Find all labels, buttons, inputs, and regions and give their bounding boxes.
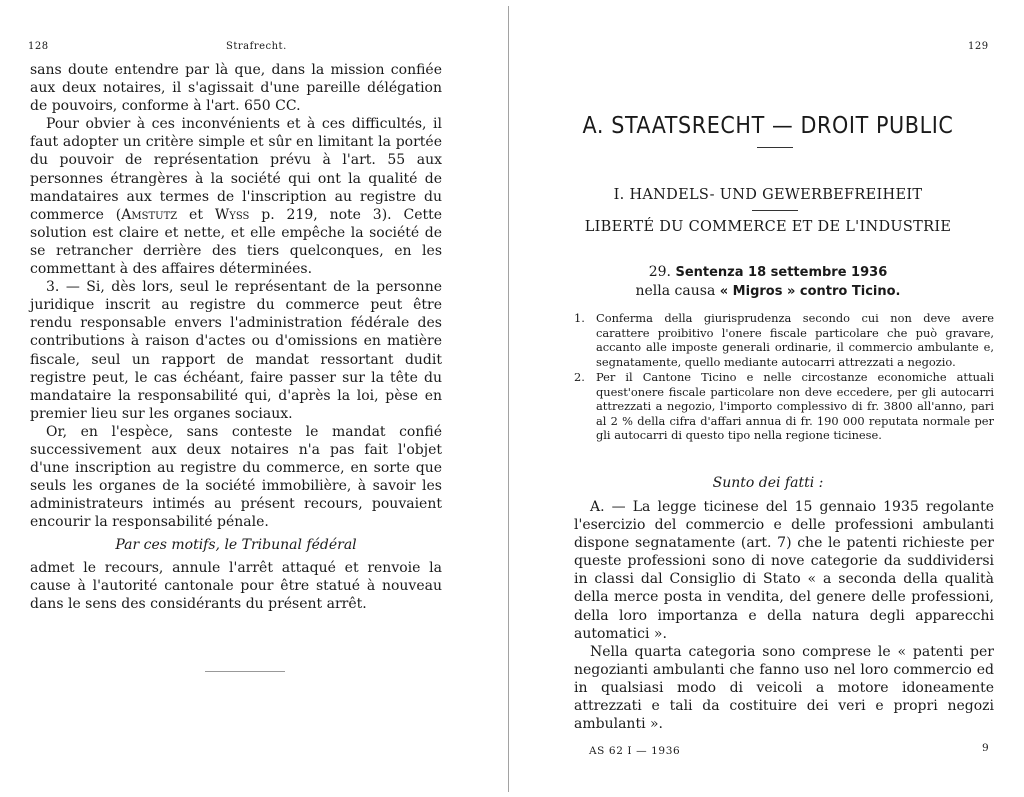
left-page [0, 0, 500, 797]
paragraph-facts-b: Nella quarta categoria sono comprese le « patenti per negozianti ambulanti che fanno uso nel loro commercio ed in qualsiasi modo di veicoli a motore idoneamente attrezzati e tali da costituire dei veri e propri negozi ambulanti ». [574, 643, 994, 733]
headnote: 1. Conferma della giurisprudenza secondo cui non deve avere carattere proibitivo l'onere fiscale particolare che può gravare, accanto alle imposte generali ordinarie, il commercio ambulante e, segnatamente, quello mediante autocarri attrezzati a negozio. [574, 311, 994, 369]
case-date: Sentenza 18 settembre 1936 [675, 265, 888, 280]
headnotes [574, 311, 994, 444]
book-gutter [508, 6, 509, 792]
left-body [30, 61, 442, 613]
case-parties: nella causa « Migros » contro Ticino. [635, 283, 901, 299]
dispositif: admet le recours, annule l'arrêt attaqué et renvoie la cause à l'autorité cantonale pour être statué à nouveau dans le sens des considérants du présent arrêt. [30, 559, 442, 612]
paragraph-1: sans doute entendre par là que, dans la mission confiée aux deux notaires, il s'agissait d'une pareille délégation de pouvoirs, conforme à l'art. 650 CC. [30, 62, 442, 115]
case-parties-names: « Migros » contro Ticino. [719, 284, 901, 299]
case-number: 29. [648, 264, 671, 280]
end-rule [205, 671, 285, 672]
paragraph-3: 3. — Si, dès lors, seul le représentant de la personne juridique inscrit au registre du commerce peut être rendu responsable envers l'administration fédérale des contributions à raison d'actes ou d'omissions en matière fiscale, seul un rapport de mandat ressortant dudit registre peut, le cas échéant, faire passer sur la tête du mandataire la responsabilité qui, d'après la loi, pèse en premier lieu sur les organes sociaux. [30, 279, 442, 422]
headnote: 2. Per il Cantone Ticino e nelle circostanze economiche attuali quest'onere fiscale particolare non deve eccedere, per gli autocarri attrezzati a negozio, l'importo complessivo di fr. 3800 all'anno, pari al 2 % della cifra d'affari annua di fr. 190 000 reputata normale per gli autocarri di questo tipo nella regione ticinese. [574, 370, 994, 442]
page-number-right: 129 [968, 41, 989, 52]
right-body [574, 498, 994, 733]
subsection-rule [752, 210, 798, 211]
facts-heading: Sunto dei fatti : [712, 475, 824, 491]
paragraph-4: Or, en l'espèce, sans conteste le mandat confié successivement aux deux notaires n'a pas fait l'objet d'une inscription au registre du commerce, en sorte que seuls les organes de la société immobilière, à savoir les administrateurs intimés au présent recours, pouvaient encourir la responsabilité pénale. [30, 423, 442, 531]
section-title: A. STAATSRECHT — DROIT PUBLIC [582, 113, 954, 139]
footer-reference: AS 62 I — 1936 [589, 745, 681, 757]
signature-mark: 9 [982, 742, 989, 754]
motifs-heading: Par ces motifs, le Tribunal fédéral [115, 537, 357, 554]
right-page [512, 0, 1024, 797]
paragraph-facts-a: A. — La legge ticinese del 15 gennaio 1935 regolante l'esercizio del commercio e delle professioni ambulanti dispone segnatamente (art. 7) che le patenti richieste per queste professioni sono di nove categorie da suddividersi in classi dal Consiglio di Stato « a seconda della qualità della merce posta in vendita, del genere delle professioni, della loro importanza e della natura degli apparecchi automatici ». [574, 499, 994, 642]
subsection-german: I. HANDELS- UND GEWERBEFREIHEIT [613, 187, 923, 203]
subsection-french: LIBERTÉ DU COMMERCE ET DE L'INDUSTRIE [584, 219, 952, 235]
author-amstutz: Amstutz [121, 206, 178, 223]
author-wyss: Wyss [214, 206, 250, 223]
running-head: Strafrecht. [226, 41, 287, 52]
title-ornament [757, 147, 793, 148]
case-heading [512, 264, 1024, 280]
page-number-left: 128 [28, 41, 49, 52]
paragraph-2: Pour obvier à ces inconvénients et à ces difficultés, il faut adopter un critère simple et sûr en limitant la portée du pouvoir de représentation prévu à l'art. 55 aux personnes étrangères à la société qui ont la qualité de mandataires aux termes de l'inscription au registre du commerce (Amstutz et Wyss p. 219, note 3). Cette solution est claire et nette, et elle empêche la société de se retrancher derrière des tiers quelconques, en les commettant à des affaires déterminées. [30, 116, 443, 278]
